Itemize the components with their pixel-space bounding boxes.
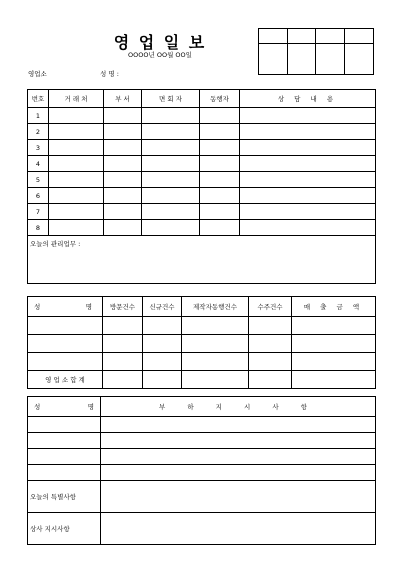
table-row [28, 220, 376, 236]
table-row [28, 449, 376, 465]
header-department: 부 서 [104, 90, 142, 108]
report-header-row [28, 90, 376, 108]
stats-table [27, 296, 376, 389]
total-row [28, 371, 376, 389]
special-notes-row [28, 481, 376, 513]
approval-stamp-box [258, 28, 374, 75]
table-row [28, 204, 376, 220]
document-date: OOOO년 OO월 OO일 [128, 51, 192, 59]
header-name: 성 명 [28, 397, 101, 417]
management-row [28, 236, 376, 284]
table-row [28, 335, 376, 353]
header-number: 번호 [28, 90, 49, 108]
row-number: 5 [28, 172, 49, 188]
header-maker-companion: 제작자동행건수 [182, 297, 249, 317]
row-number: 8 [28, 220, 49, 236]
table-row [28, 156, 376, 172]
table-row [28, 433, 376, 449]
header-companion: 동행자 [200, 90, 240, 108]
header-interviewee: 면 회 자 [142, 90, 200, 108]
report-table [27, 89, 376, 284]
instructions-header-row [28, 397, 376, 417]
header-visits: 방문건수 [103, 297, 143, 317]
boss-instructions-row [28, 513, 376, 545]
header-orders: 수주건수 [249, 297, 292, 317]
special-notes-label: 오늘의 특별사항 [28, 481, 101, 513]
table-row [28, 417, 376, 433]
header-name: 성 명 [28, 297, 103, 317]
row-number: 4 [28, 156, 49, 172]
instructions-table [27, 396, 376, 545]
table-row [28, 188, 376, 204]
row-number: 1 [28, 108, 49, 124]
table-row [28, 124, 376, 140]
boss-instructions-label: 상사 지시사항 [28, 513, 101, 545]
row-number: 7 [28, 204, 49, 220]
table-row [28, 140, 376, 156]
header-subordinate-instructions: 부 하 지 시 사 항 [101, 397, 376, 417]
row-number: 6 [28, 188, 49, 204]
table-row [28, 353, 376, 371]
row-number: 2 [28, 124, 49, 140]
header-sales-amount: 매 출 금 액 [292, 297, 376, 317]
header-client: 거 래 처 [49, 90, 104, 108]
office-label: 영업소 [28, 70, 47, 78]
table-row [28, 465, 376, 481]
document-title: 영 업 일 보 [113, 33, 207, 52]
table-row [28, 317, 376, 335]
table-row [28, 172, 376, 188]
table-row [28, 108, 376, 124]
header-new: 신규건수 [143, 297, 182, 317]
management-label: 오늘의 관리업무 : [28, 236, 376, 284]
total-label: 영 업 소 합 계 [28, 371, 103, 389]
name-label: 성 명 : [100, 70, 119, 78]
row-number: 3 [28, 140, 49, 156]
header-consultation: 상 담 내 용 [240, 90, 376, 108]
stats-header-row [28, 297, 376, 317]
